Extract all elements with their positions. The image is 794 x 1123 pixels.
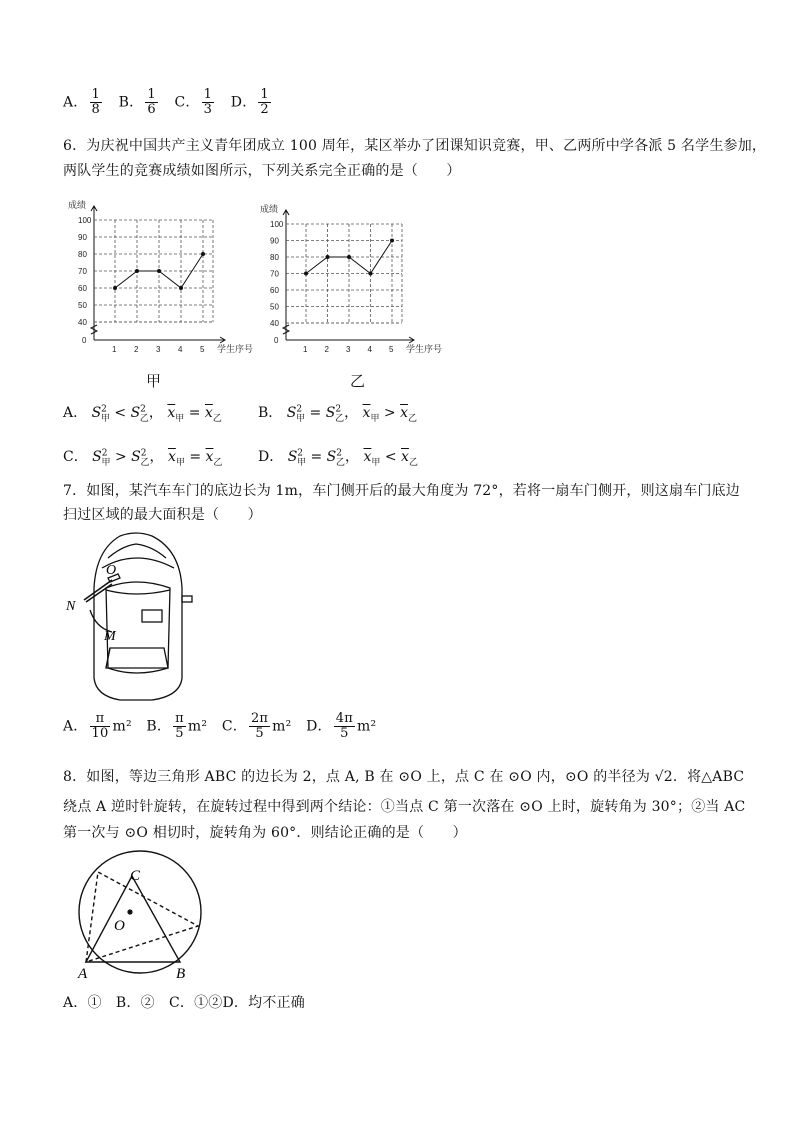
x-axis-label: 学生序号: [217, 344, 254, 354]
car-cabin-outline: [106, 582, 170, 673]
q7-option-c[interactable]: C． $\frac{2\pi}{5}$ m²: [221, 711, 292, 741]
q6-text-line1: 6．为庆祝中国共产主义青年团成立 100 周年，某区举办了团课知识竞赛，甲、乙两所中学各派 5 名学生参加，: [63, 138, 767, 154]
chart-yi: [254, 196, 454, 361]
fraction: $\frac{1}{3}$: [203, 87, 213, 117]
y-tick-label: 90: [78, 233, 87, 242]
x-tick-label: 2: [324, 345, 329, 354]
fraction: $\frac{1}{2}$: [260, 87, 269, 117]
label-c: C: [130, 868, 141, 884]
y-tick-label: 100: [78, 216, 92, 225]
data-point: [347, 255, 351, 259]
axis-break: [91, 325, 97, 334]
y-tick-label: 40: [270, 319, 279, 328]
x-tick-label: 5: [389, 345, 394, 354]
label-a: A: [78, 966, 88, 982]
car-center-rect: [142, 610, 162, 622]
car-mirror-right: [182, 596, 192, 602]
chart-yi-caption: 乙: [350, 374, 366, 390]
q8-text-line3: 第一次与 ⊙O 相切时，旋转角为 60°．则结论正确的是（ ）: [63, 825, 467, 841]
x-tick-label: 5: [200, 345, 205, 354]
y-tick-label: 80: [270, 253, 279, 262]
q6-text-line2: 两队学生的竞赛成绩如图所示，下列关系完全正确的是（ ）: [63, 163, 461, 179]
q7-option-a[interactable]: A． $\frac{\pi}{10}$ m²: [63, 711, 132, 741]
q6-option-a[interactable]: A． $S^2_甲 < S^2_乙$， $\overline{x}_甲 = \overline{x}_乙$: [63, 404, 222, 424]
car-door-figure: [62, 528, 202, 706]
q7-options: [63, 712, 386, 741]
y-tick-label: 0: [82, 336, 87, 345]
x-axis-label: 学生序号: [406, 344, 443, 354]
label-n: N: [66, 599, 76, 614]
chart-jia-caption: 甲: [146, 374, 162, 390]
y-tick-label: 90: [270, 236, 279, 246]
data-point: [113, 286, 117, 290]
x-tick-label: 1: [303, 345, 308, 354]
q6-option-b[interactable]: B． $S^2_甲 = S^2_乙$， $\overline{x}_甲 > \overline{x}_乙$: [258, 404, 418, 424]
y-tick-label: 100: [270, 220, 284, 229]
q8-options[interactable]: A．① B．② C．①②D．均不正确: [63, 995, 305, 1011]
q5-option-d[interactable]: D． $\frac{1}{2}$: [230, 87, 269, 117]
triangle-rotated-dashed: [86, 872, 198, 962]
y-tick-label: 60: [78, 284, 87, 293]
y-tick-label: 80: [78, 250, 87, 259]
q5-option-b[interactable]: B． $\frac{1}{6}$: [118, 87, 156, 117]
y-tick-label: 50: [270, 302, 279, 312]
x-tick-label: 3: [346, 345, 351, 354]
q6-option-c[interactable]: C． $S^2_甲 > S^2_乙$， $\overline{x}_甲 = \overline{x}_乙$: [63, 448, 223, 468]
data-point: [369, 272, 373, 276]
fraction: $\frac{1}{8}$: [91, 87, 100, 117]
triangle-circle-figure: [70, 850, 210, 985]
label-o: O: [106, 563, 117, 578]
data-point: [304, 272, 308, 276]
data-point: [179, 286, 183, 290]
chart-jia: [60, 188, 270, 363]
data-point: [135, 269, 139, 273]
data-point: [326, 255, 330, 259]
y-tick-label: 70: [270, 269, 279, 279]
q7-text-line1: 7．如图，某汽车车门的底边长为 1m，车门侧开后的最大角度为 72°，若将一扇车门侧开，则这扇车门底边: [63, 483, 741, 499]
q5-option-c[interactable]: C． $\frac{1}{3}$: [174, 87, 213, 117]
axis-break: [283, 325, 289, 334]
data-point: [157, 269, 161, 273]
x-tick-label: 4: [178, 345, 183, 354]
triangle-abc: [86, 876, 180, 962]
x-tick-label: 2: [134, 345, 139, 354]
q8-text-line2: 绕点 A 逆时针旋转，在旋转过程中得到两个结论：①当点 C 第一次落在 ⊙O 上时，旋转角为 30°；②当 AC: [63, 799, 746, 815]
q7-text-line2: 扫过区域的最大面积是（ ）: [63, 507, 262, 523]
data-point: [201, 252, 205, 256]
y-axis-label: 成绩: [68, 200, 87, 210]
label-o: O: [114, 918, 125, 934]
y-tick-label: 70: [78, 267, 87, 276]
x-tick-label: 1: [112, 345, 117, 354]
q7-option-b[interactable]: B． $\frac{\pi}{5}$ m²: [146, 711, 208, 741]
data-point: [390, 239, 394, 243]
fraction: $\frac{1}{6}$: [147, 87, 156, 117]
y-axis-label: 成绩: [260, 204, 279, 214]
label-b: B: [176, 966, 186, 982]
q8-text-line1: 8．如图，等边三角形 ABC 的边长为 2，点 A, B 在 ⊙O 上，点 C 在 ⊙O 内，⊙O 的半径为 √2．将△ABC: [63, 769, 745, 785]
q5-options: [63, 88, 283, 117]
y-tick-label: 50: [78, 301, 87, 310]
label-m: M: [104, 629, 116, 644]
y-tick-label: 40: [78, 318, 87, 327]
x-tick-label: 3: [156, 345, 161, 354]
y-tick-label: 0: [274, 336, 279, 345]
q6-option-d[interactable]: D． $S^2_甲 = S^2_乙$， $\overline{x}_甲 < \overline{x}_乙$: [258, 448, 418, 468]
y-tick-label: 60: [270, 286, 279, 295]
q7-option-d[interactable]: D． $\frac{4\pi}{5}$ m²: [306, 711, 377, 741]
x-tick-label: 4: [367, 345, 372, 354]
center-point-o: [127, 909, 132, 914]
q5-option-a[interactable]: A． $\frac{1}{8}$: [63, 87, 100, 117]
